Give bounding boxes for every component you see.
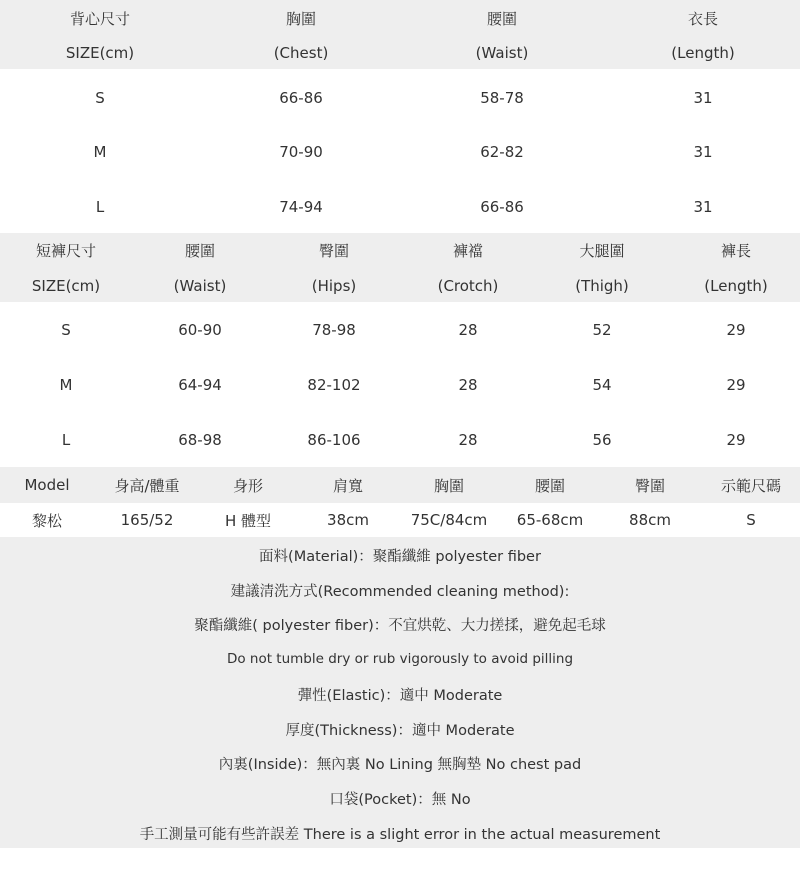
vest-header-size-en: SIZE(cm): [65, 44, 135, 62]
shorts-cell: 60-90: [178, 321, 222, 339]
shorts-cell: 82-102: [307, 376, 361, 394]
shorts-cell: 64-94: [178, 376, 222, 394]
vest-table-header: [0, 0, 800, 69]
model-header-shoulder: 肩寬: [332, 476, 364, 495]
model-header-size: 示範尺碼: [720, 476, 782, 495]
shorts-header-size: 短褲尺寸: [35, 241, 97, 260]
model-header-height-weight: 身高/體重: [114, 476, 180, 495]
model-cell: 38cm: [327, 511, 369, 529]
vest-cell: 62-82: [480, 143, 524, 161]
shorts-cell: 86-106: [307, 431, 361, 449]
model-header-hips: 臀圍: [634, 476, 666, 495]
vest-header-waist-en: (Waist): [475, 44, 529, 62]
shorts-cell: 54: [592, 376, 612, 394]
vest-header-chest: 胸圍: [285, 9, 317, 28]
note-thickness: 厚度(Thickness)：適中 Moderate: [285, 722, 515, 739]
vest-header-size: 背心尺寸: [69, 9, 131, 28]
shorts-cell: 29: [726, 431, 746, 449]
shorts-cell: L: [61, 431, 71, 449]
vest-cell: S: [95, 89, 105, 107]
shorts-header-zh-row: [0, 236, 800, 264]
vest-header-chest-en: (Chest): [273, 44, 329, 62]
vest-cell: 58-78: [480, 89, 524, 107]
vest-cell: 31: [693, 89, 713, 107]
shorts-cell: M: [59, 376, 73, 394]
vest-cell: 31: [693, 198, 713, 216]
shorts-cell: S: [61, 321, 71, 339]
note-elastic: 彈性(Elastic)：適中 Moderate: [297, 687, 503, 704]
shorts-cell: 28: [458, 321, 478, 339]
model-cell: 75C/84cm: [410, 511, 488, 529]
note-cleaning-title: 建議清洗方式(Recommended cleaning method):: [230, 583, 570, 600]
model-table-header: [0, 467, 800, 503]
shorts-header-thigh-en: (Thigh): [575, 277, 629, 295]
model-header-chest: 胸圍: [433, 476, 465, 495]
note-cleaning-zh: 聚酯纖維( polyester fiber)：不宜烘乾、大力搓揉，避免起毛球: [194, 617, 606, 634]
shorts-header-length-en: (Length): [704, 277, 768, 295]
shorts-header-length: 褲長: [720, 241, 752, 260]
vest-cell: 66-86: [480, 198, 524, 216]
model-cell: 165/52: [120, 511, 174, 529]
shorts-cell: 28: [458, 376, 478, 394]
shorts-header-waist: 腰圍: [184, 241, 216, 260]
shorts-header-waist-en: (Waist): [173, 277, 227, 295]
table-row: [0, 84, 800, 112]
model-cell: S: [746, 511, 756, 529]
table-row: [0, 371, 800, 399]
shorts-cell: 52: [592, 321, 612, 339]
shorts-cell: 78-98: [312, 321, 356, 339]
table-row: [0, 506, 800, 534]
vest-header-length: 衣長: [687, 9, 719, 28]
shorts-header-size-en: SIZE(cm): [31, 277, 101, 295]
shorts-header-crotch: 褲襠: [452, 241, 484, 260]
shorts-cell: 68-98: [178, 431, 222, 449]
note-inside: 內裏(Inside)：無內裏 No Lining 無胸墊 No chest pad: [218, 756, 582, 773]
vest-header-waist: 腰圍: [486, 9, 518, 28]
product-notes: [0, 537, 800, 848]
note-material: 面料(Material)：聚酯纖維 polyester fiber: [259, 548, 541, 565]
shorts-header-hips-en: (Hips): [311, 277, 357, 295]
model-header-body-type: 身形: [232, 476, 264, 495]
vest-cell: 70-90: [279, 143, 323, 161]
table-row: [0, 426, 800, 454]
model-cell: H 體型: [224, 511, 272, 530]
table-row: [0, 316, 800, 344]
shorts-header-hips: 臀圍: [318, 241, 350, 260]
model-header-name: Model: [24, 476, 70, 494]
model-header-row: [0, 471, 800, 499]
vest-cell: 31: [693, 143, 713, 161]
model-header-waist: 腰圍: [534, 476, 566, 495]
vest-header-length-en: (Length): [671, 44, 735, 62]
shorts-cell: 56: [592, 431, 612, 449]
shorts-table-header: [0, 233, 800, 302]
table-row: [0, 193, 800, 221]
vest-header-en-row: [0, 39, 800, 67]
model-cell: 65-68cm: [516, 511, 584, 529]
vest-header-zh-row: [0, 4, 800, 32]
shorts-cell: 29: [726, 321, 746, 339]
vest-cell: 74-94: [279, 198, 323, 216]
shorts-header-crotch-en: (Crotch): [437, 277, 499, 295]
model-cell: 88cm: [629, 511, 671, 529]
shorts-header-thigh: 大腿圍: [579, 241, 625, 260]
vest-cell: 66-86: [279, 89, 323, 107]
vest-cell: L: [95, 198, 105, 216]
note-pocket: 口袋(Pocket)：無 No: [329, 791, 471, 808]
shorts-cell: 29: [726, 376, 746, 394]
vest-cell: M: [93, 143, 107, 161]
shorts-header-en-row: [0, 272, 800, 300]
shorts-cell: 28: [458, 431, 478, 449]
note-cleaning-en: Do not tumble dry or rub vigorously to avoid pilling: [226, 651, 574, 667]
table-row: [0, 138, 800, 166]
model-cell: 黎松: [31, 511, 63, 530]
note-measurement-error: 手工測量可能有些許誤差 There is a slight error in the actual measurement: [139, 826, 661, 843]
